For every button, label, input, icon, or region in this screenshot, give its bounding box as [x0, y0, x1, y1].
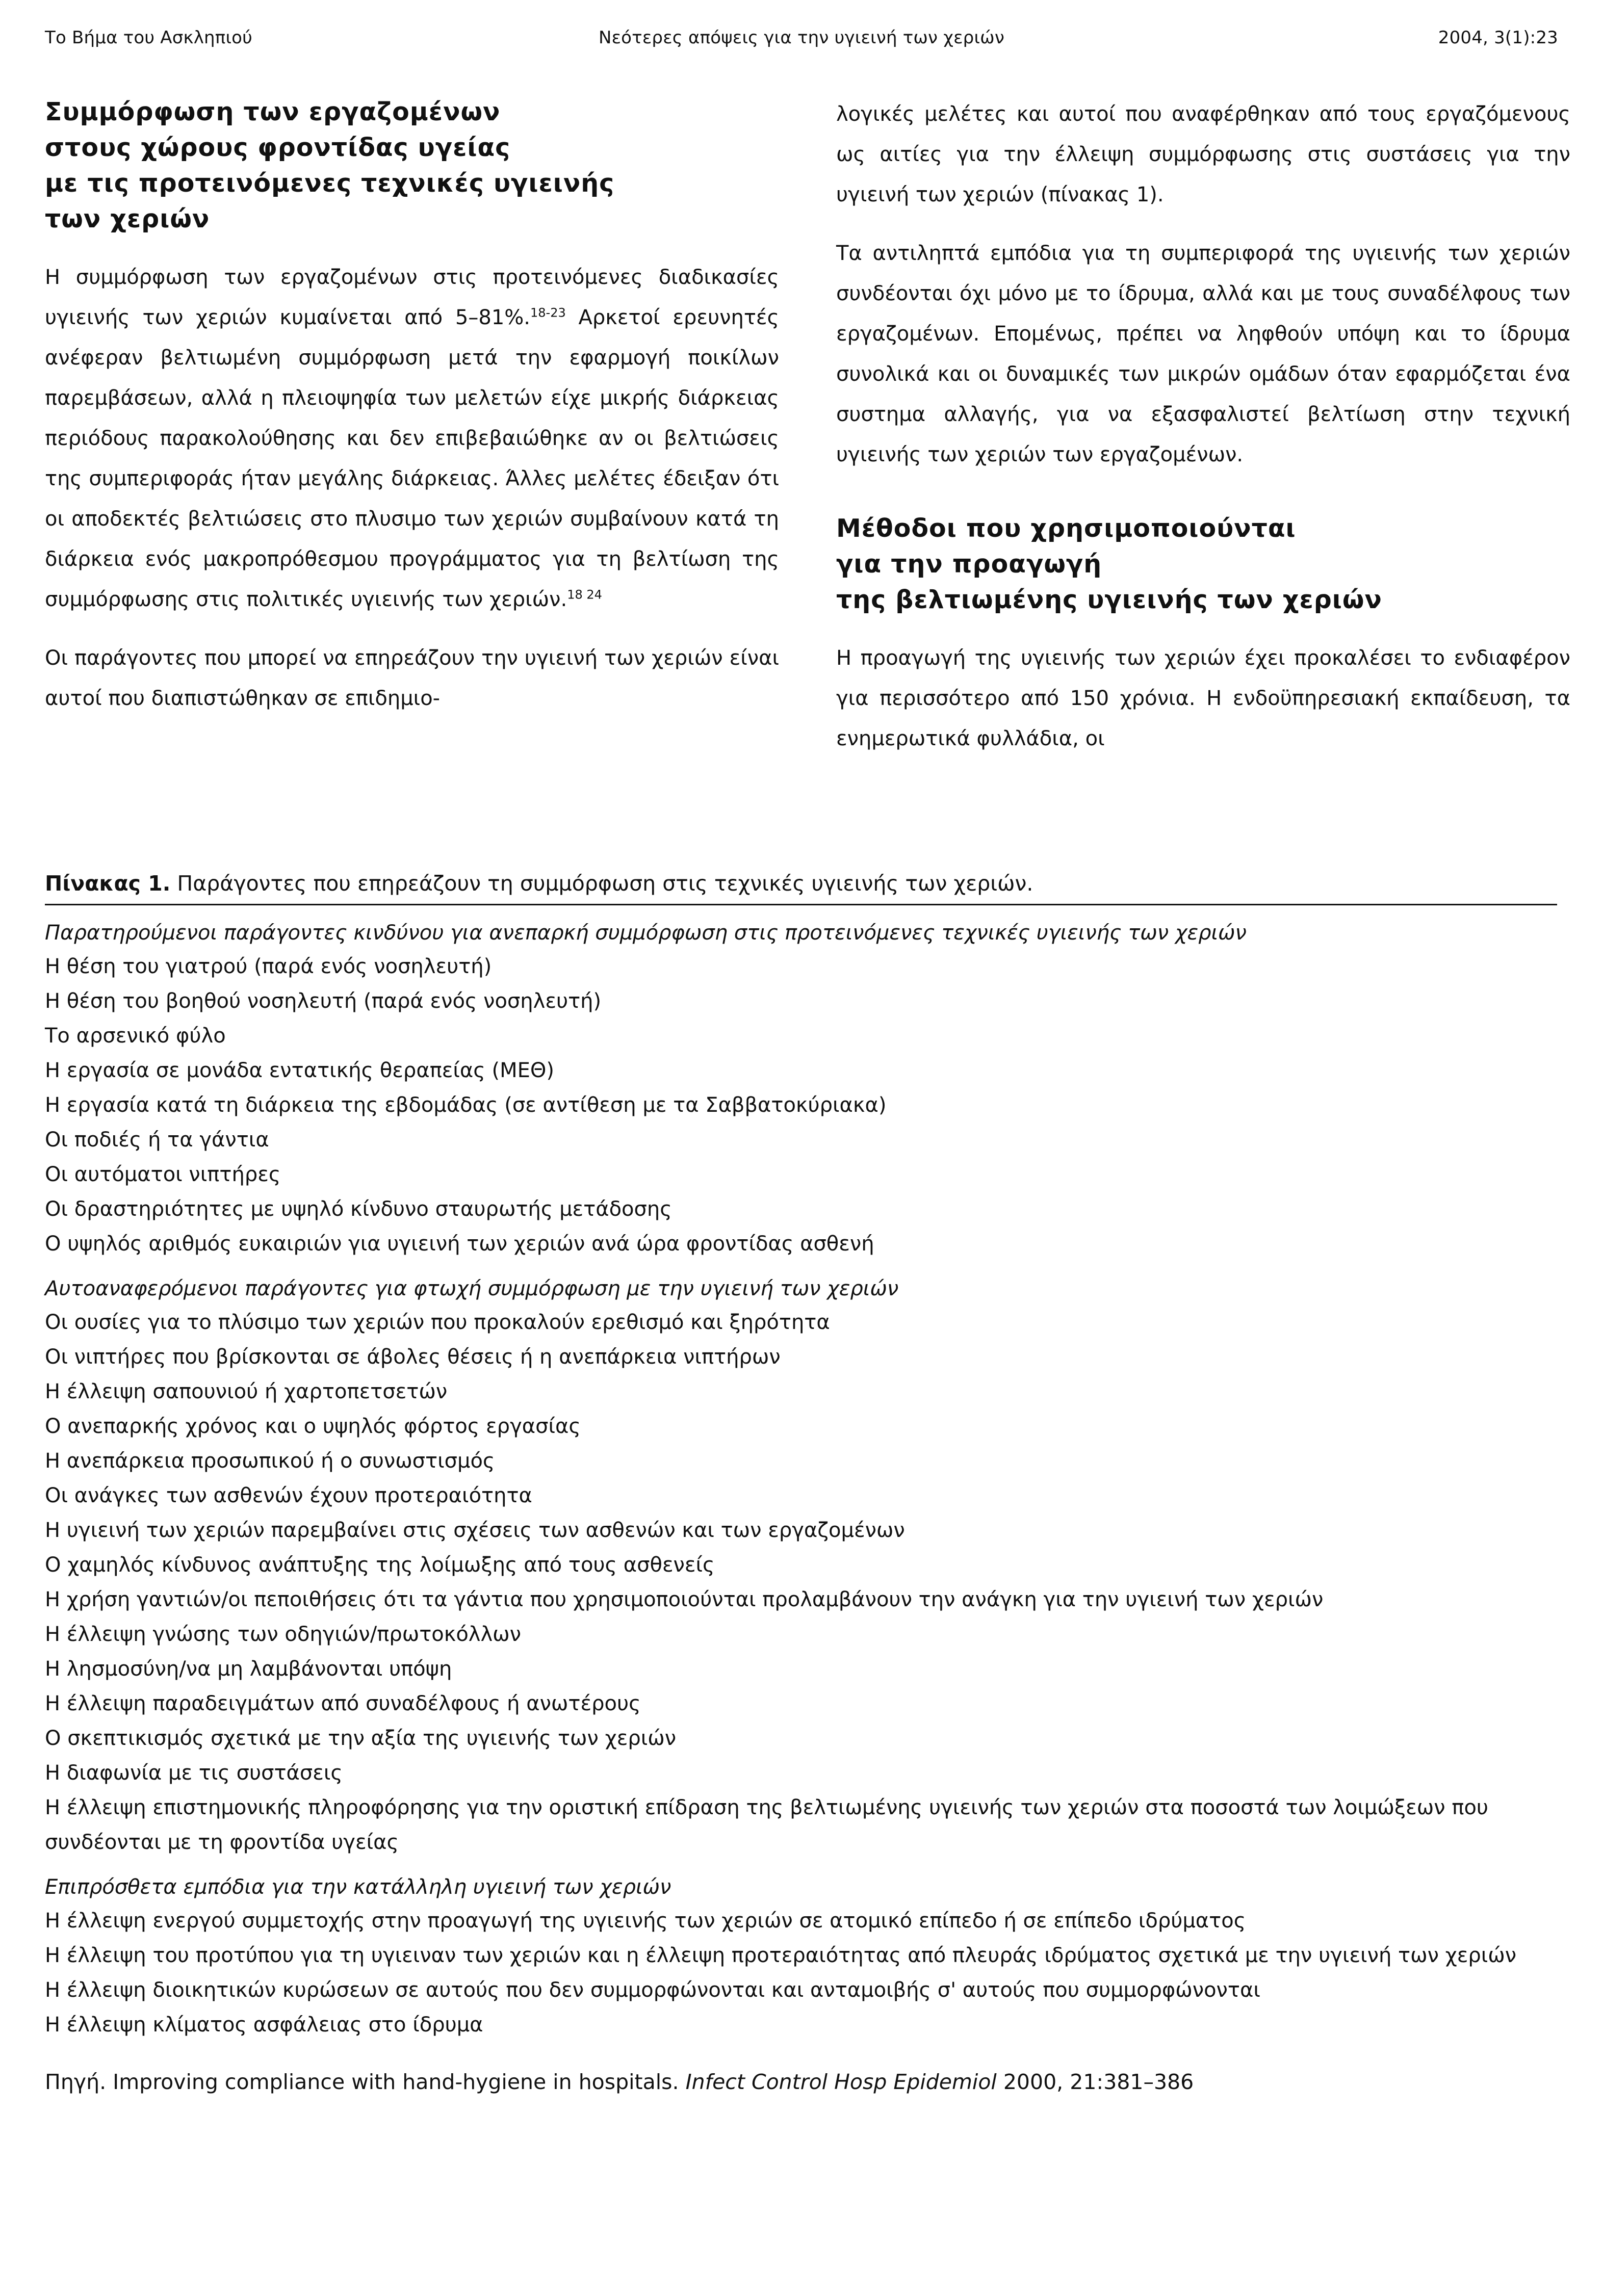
source-reference: 2000, 21:381–386	[996, 2070, 1194, 2094]
table-row: Οι δραστηριότητες με υψηλό κίνδυνο σταυρωτής μετάδοσης	[45, 1197, 672, 1221]
table-row: Η υγιεινή των χεριών παρεμβαίνει στις σχέσεις των ασθενών και των εργαζομένων	[45, 1519, 905, 1542]
paragraph	[45, 257, 779, 620]
section-heading-compliance	[45, 94, 779, 237]
table-caption	[45, 868, 1557, 899]
table-row: Η λησμοσύνη/να μη λαμβάνονται υπόψη	[45, 1657, 452, 1681]
paragraph: Τα αντιληπτά εμπόδια για τη συμπεριφορά της υγιεινής των χεριών συνδέονται όχι μόνο με το ίδρυμα, αλλά και με τους συναδέλφους των εργαζομένων. Επομένως, πρέπει να ληφθούν υπόψη και το ίδρυμα συνολικά και οι δυναμικές των μικρών ομάδων όταν εφαρμόζεται ένα συστημα αλλαγής, για να εξασφαλιστεί βελτίωση στην τεχνική υγιεινής των χεριών των εργαζομένων.	[836, 242, 1570, 466]
right-column	[836, 94, 1570, 777]
table-row: Η έλλειψη παραδειγμάτων από συναδέλφους ή ανωτέρους	[45, 1692, 641, 1715]
table-row: Η έλλειψη διοικητικών κυρώσεων σε αυτούς που δεν συμμορφώνονται και ανταμοιβής σ' αυτούς που συμμορφώνονται	[45, 1978, 1260, 2002]
table-row: Η έλλειψη του προτύπου για τη υγιειναν των χεριών και η έλλειψη προτεραιότητας από πλευράς ιδρύματος σχετικά με την υγιεινή των χεριών	[45, 1944, 1517, 1967]
journal-name: Το Βήμα του Ασκληπιού	[45, 28, 253, 48]
table-row: Οι νιπτήρες που βρίσκονται σε άβολες θέσεις ή η ανεπάρκεια νιπτήρων	[45, 1345, 781, 1369]
paragraph: Η προαγωγή της υγιεινής των χεριών έχει προκαλέσει το ενδιαφέρον για περισσότερο από 150 χρόνια. Η ενδοϋπηρεσιακή εκπαίδευση, τα ενημερωτικά φυλλάδια, οι	[836, 646, 1570, 750]
table-row: Το αρσενικό φύλο	[45, 1024, 226, 1048]
table-row: Η έλλειψη ενεργού συμμετοχής στην προαγωγή της υγιεινής των χεριών σε ατομικό επίπεδο ή σε επίπεδο ιδρύματος	[45, 1909, 1246, 1933]
table-row: Η εργασία κατά τη διάρκεια της εβδομάδας (σε αντίθεση με τα Σαββατοκύριακα)	[45, 1093, 887, 1117]
table-top-rule	[45, 904, 1557, 905]
text-run: Αρκετοί ερευνητές ανέφεραν βελτιωμένη συμμόρφωση μετά την εφαρμογή ποικίλων παρεμβάσεων, αλλά η πλειοψηφία των μελετών είχε μικρής διάρκειας περιόδους παρακολούθησης και δεν επιβεβαιώθηκε αν οι βελτιώσεις της συμπεριφοράς ήταν μεγάλης διάρκειας. Άλλες μελέτες έδειξαν ότι οι αποδεκτές βελτιώσεις στο πλυσιμο των χεριών συμβαίνουν κατά τη διάρκεια ενός μακροπρόθεσμου προγράμματος για τη βελτίωση της συμμόρφωσης στις πολιτικές υγιεινής των χεριών.	[45, 306, 779, 611]
table-row: Η θέση του γιατρού (παρά ενός νοσηλευτή)	[45, 955, 492, 978]
table-source	[45, 2067, 1557, 2097]
source-label: Πηγή.	[45, 2070, 107, 2094]
heading-line: της βελτιωμένης υγιεινής των χεριών	[836, 585, 1382, 614]
heading-line: των χεριών	[45, 204, 210, 233]
citation-ref: 18-23	[530, 305, 566, 320]
table-row: Η έλλειψη σαπουνιού ή χαρτοπετσετών	[45, 1380, 448, 1403]
left-column	[45, 94, 779, 737]
issue-info: 2004, 3(1):23	[1438, 28, 1558, 48]
table-row: Ο σκεπτικισμός σχετικά με την αξία της υγιεινής των χεριών	[45, 1727, 677, 1750]
table-row: Η διαφωνία με τις συστάσεις	[45, 1761, 343, 1785]
heading-line: Μέθοδοι που χρησιμοποιούνται	[836, 514, 1296, 543]
table-row: Η θέση του βοηθού νοσηλευτή (παρά ενός νοσηλευτή)	[45, 989, 602, 1013]
running-title: Νεότερες απόψεις για την υγιεινή των χεριών	[598, 28, 1005, 48]
table-group-title: Παρατηρούμενοι παράγοντες κινδύνου για ανεπαρκή συμμόρφωση στις προτεινόμενες τεχνικές υγιεινής των χεριών	[45, 921, 1247, 945]
citation-ref: 18 24	[567, 587, 602, 602]
table-row: Η ανεπάρκεια προσωπικού ή ο συνωστισμός	[45, 1449, 495, 1473]
table-label: Πίνακας 1.	[45, 871, 171, 896]
table-row: Η έλλειψη επιστημονικής πληροφόρησης για την οριστική επίδραση της βελτιωμένης υγιεινής των χεριών στα ποσοστά των λοιμώξεων που συνδέονται με τη φροντίδα υγείας	[45, 1796, 1489, 1854]
table-1	[45, 868, 1557, 2118]
table-row: Οι ανάγκες των ασθενών έχουν προτεραιότητα	[45, 1484, 532, 1507]
table-row: Η έλλειψη κλίματος ασφάλειας στο ίδρυμα	[45, 2013, 483, 2037]
table-group-title: Επιπρόσθετα εμπόδια για την κατάλληλη υγιεινή των χεριών	[45, 1875, 671, 1899]
table-row: Η εργασία σε μονάδα εντατικής θεραπείας (ΜΕΘ)	[45, 1059, 554, 1082]
table-group-title: Αυτοαναφερόμενοι παράγοντες για φτωχή συμμόρφωση με την υγιεινή των χεριών	[45, 1277, 899, 1300]
table-body	[45, 917, 1557, 2042]
heading-line: για την προαγωγή	[836, 550, 1102, 579]
table-row: Οι ποδιές ή τα γάντια	[45, 1128, 269, 1152]
heading-line: Συμμόρφωση των εργαζομένων	[45, 97, 501, 126]
table-caption-text: Παράγοντες που επηρεάζουν τη συμμόρφωση στις τεχνικές υγιεινής των χεριών.	[170, 871, 1033, 896]
heading-line: με τις προτεινόμενες τεχνικές υγιεινής	[45, 169, 615, 198]
table-row: Ο ανεπαρκής χρόνος και ο υψηλός φόρτος εργασίας	[45, 1415, 581, 1438]
source-text: Improving compliance with hand-hygiene in hospitals.	[106, 2070, 686, 2094]
paragraph: λογικές μελέτες και αυτοί που αναφέρθηκαν από τους εργαζόμενους ως αιτίες για την έλλειψη συμμόρφωσης στις συστάσεις για την υγιεινή των χεριών (πίνακας 1).	[836, 102, 1570, 206]
table-row: Η χρήση γαντιών/οι πεποιθήσεις ότι τα γάντια που χρησιμοποιούνται προλαμβάνουν την ανάγκη για την υγιεινή των χεριών	[45, 1588, 1324, 1611]
table-row: Ο υψηλός αριθμός ευκαιριών για υγιεινή των χεριών ανά ώρα φροντίδας ασθενή	[45, 1232, 874, 1256]
table-row: Ο χαμηλός κίνδυνος ανάπτυξης της λοίμωξης από τους ασθενείς	[45, 1553, 715, 1577]
table-row: Η έλλειψη γνώσης των οδηγιών/πρωτοκόλλων	[45, 1623, 521, 1646]
text-run: Η συμμόρφωση των εργαζομένων στις προτεινόμενες διαδικασίες υγιεινής των χεριών κυμαίνεται από 5–81%.	[45, 266, 779, 329]
running-header	[45, 22, 1558, 53]
source-journal: Infect Control Hosp Epidemiol	[685, 2070, 997, 2094]
paragraph: Οι παράγοντες που μπορεί να επηρεάζουν την υγιεινή των χεριών είναι αυτοί που διαπιστώθηκαν σε επιδημιο-	[45, 646, 779, 710]
table-row: Οι αυτόματοι νιπτήρες	[45, 1163, 281, 1186]
section-heading-methods	[836, 511, 1570, 618]
table-row: Οι ουσίες για το πλύσιμο των χεριών που προκαλούν ερεθισμό και ξηρότητα	[45, 1311, 830, 1334]
heading-line: στους χώρους φροντίδας υγείας	[45, 133, 511, 162]
